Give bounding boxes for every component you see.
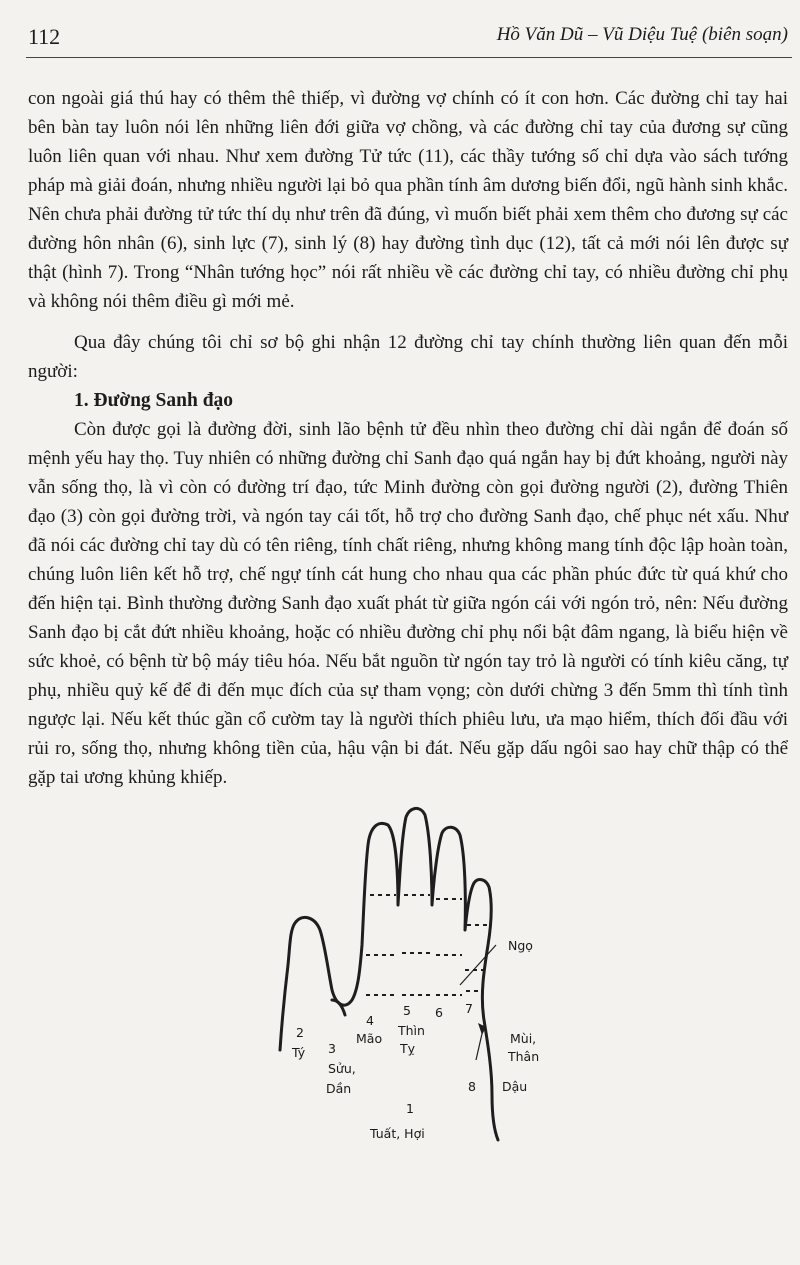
label-5: 5 (403, 1003, 411, 1018)
label-dan: Dần (326, 1081, 352, 1096)
paragraph: con ngoài giá thú hay có thêm thê thiếp, vì đường vợ chính có ít con hơn. Các đường chỉ tay hai bên bàn tay luôn nói lên những liên đới giữa vợ chồng, và các đường chỉ tay của đương sự cũng luôn liên quan với nhau. Như xem đường Tử tức (11), các thầy tướng số chỉ dựa vào sách tướng pháp mà giải đoán, nhưng nhiều người lại bỏ qua phần tính âm dương biến đổi, ngũ hành sinh khắc. Nên chưa phải đường tử tức thí dụ như trên đã đúng, vì muốn biết phải xem thêm cho đương sự các đường hôn nhân (6), sinh lực (7), sinh lý (8) hay đường tình dục (12), tất cả mới nói lên được sự thật (hình 7). Trong “Nhân tướng học” nói rất nhiều về các đường chỉ tay, có nhiều đường chỉ phụ và không nói thêm điều gì mới mẻ. (28, 88, 788, 312)
section-title: 1. Đường Sanh đạo (74, 390, 234, 411)
header-rule (26, 57, 792, 58)
paragraph: Qua đây chúng tôi chỉ sơ bộ ghi nhận 12 đường chỉ tay chính thường liên quan đến mỗi người: (28, 332, 788, 382)
label-7: 7 (465, 1001, 473, 1016)
label-2: 2 (296, 1025, 304, 1040)
page-body (28, 84, 788, 792)
palm-diagram (270, 795, 570, 1155)
label-3: 3 (328, 1041, 336, 1056)
label-ty-small: Tỵ (400, 1041, 416, 1056)
label-mui: Mùi, (510, 1031, 537, 1046)
label-mao: Mão (356, 1031, 383, 1046)
label-ty: Tý (292, 1045, 306, 1060)
label-tuat: Tuất, Hợi (370, 1126, 425, 1141)
hand-illustration (270, 795, 570, 1155)
hand-outline (280, 808, 498, 1140)
label-thin: Thìn (398, 1023, 425, 1038)
thumb-inner-line (332, 1000, 345, 1015)
label-dau: Dậu (502, 1079, 528, 1094)
page-number: 112 (28, 24, 61, 49)
label-ngo: Ngọ (508, 938, 533, 953)
label-8: 8 (468, 1079, 476, 1094)
pointer-line (460, 945, 496, 985)
label-than: Thân (508, 1049, 540, 1064)
section-text: Còn được gọi là đường đời, sinh lão bệnh tử đều nhìn theo đường chỉ dài ngắn để đoán số mệnh yếu hay thọ. Tuy nhiên có những đường chỉ Sanh đạo quá ngắn hay bị đứt khoảng, người này vẫn sống thọ, là vì còn có đường trí đạo, tức Minh đường còn gọi đường người (2), đường Thiên đạo (3) còn gọi đường trời, và ngón tay cái tốt, hỗ trợ cho đường Sanh đạo, chế phục nét xấu. Như đã nói các đường chỉ tay dù có tên riêng, tính chất riêng, nhưng không mang tính độc lập hoàn toàn, chúng luôn liên kết hỗ trợ, chế ngự tính cát hung cho nhau qua các phần phúc đức từ quá khứ cho đến hiện tại. Bình thường đường Sanh đạo xuất phát từ giữa ngón cái với ngón trỏ, nên: Nếu đường Sanh đạo bị cắt đứt nhiều khoảng, hoặc có nhiều đường chỉ phụ nổi bật đâm ngang, là biểu hiện về sức khoẻ, có bệnh từ bộ máy tiêu hóa. Nếu bắt nguồn từ ngón tay trỏ là người có tính kiêu căng, tự phụ, nhiều quỷ kế để đi đến mục đích của sự tham vọng; còn dưới chừng 3 đến 5mm thì tính tình ngược lại. Nếu kết thúc gần cổ cườm tay là người thích phiêu lưu, ưa mạo hiểm, thích đối đầu với rủi ro, sống thọ, nhưng không tiền của, hậu vận bi đát. Nếu gặp dấu ngôi sao hay chữ thập có thể gặp tai ương khủng khiếp. (28, 419, 788, 788)
label-6: 6 (435, 1005, 443, 1020)
label-suu: Sửu, (328, 1061, 356, 1076)
label-4: 4 (366, 1013, 374, 1028)
running-title: Hồ Văn Dũ – Vũ Diệu Tuệ (biên soạn) (496, 24, 788, 45)
label-1: 1 (406, 1101, 414, 1116)
page-header (28, 24, 788, 58)
